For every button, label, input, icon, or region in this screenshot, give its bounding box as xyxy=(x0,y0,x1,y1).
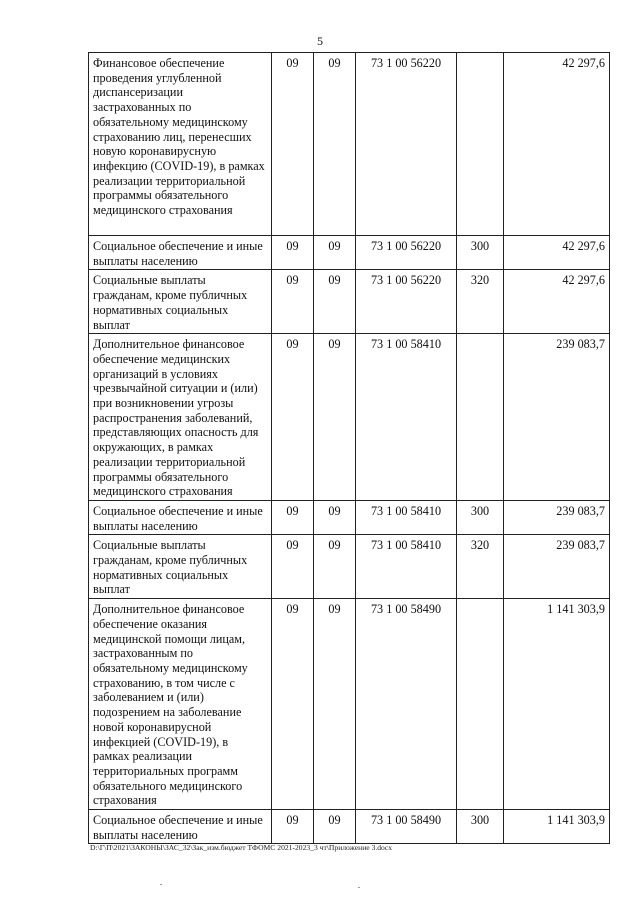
table-row xyxy=(89,535,610,599)
row-name: Дополнительное финансовое обеспечение оказания медицинской помощи лицам, застрахованным по обязательному медицинскому страхованию, в том числе с заболеванием и (или) подозрением на заболевание новой коронавирусной инфекцией (COVID-19), в рамках реализации территориальных программ обязательного медицинского страхования xyxy=(89,599,272,810)
row-expense-type: 320 xyxy=(457,270,504,334)
row-subsection: 09 xyxy=(314,500,356,534)
row-subsection: 09 xyxy=(314,810,356,844)
row-target-article: 73 1 00 58410 xyxy=(356,500,457,534)
row-section: 09 xyxy=(272,810,314,844)
row-expense-type: 300 xyxy=(457,810,504,844)
row-name: Финансовое обеспечение проведения углубленной диспансеризации застрахованных по обязательному медицинскому страхованию лиц, перенесших новую коронавирусную инфекцию (COVID-19), в рамках реализации территориальной программы обязательного медицинского страхования xyxy=(89,53,272,236)
table-row xyxy=(89,500,610,534)
row-subsection: 09 xyxy=(314,270,356,334)
table-row xyxy=(89,270,610,334)
page-number: 5 xyxy=(317,34,323,48)
row-amount: 42 297,6 xyxy=(504,53,610,236)
row-amount: 1 141 303,9 xyxy=(504,599,610,810)
table-row xyxy=(89,810,610,844)
scan-speck xyxy=(358,887,360,888)
row-amount: 239 083,7 xyxy=(504,334,610,501)
scan-speck xyxy=(160,884,162,885)
row-expense-type xyxy=(457,53,504,236)
row-section: 09 xyxy=(272,500,314,534)
row-target-article: 73 1 00 58490 xyxy=(356,599,457,810)
row-amount: 1 141 303,9 xyxy=(504,810,610,844)
row-target-article: 73 1 00 56220 xyxy=(356,53,457,236)
row-subsection: 09 xyxy=(314,334,356,501)
row-subsection: 09 xyxy=(314,599,356,810)
row-target-article: 73 1 00 58410 xyxy=(356,535,457,599)
table-row xyxy=(89,53,610,236)
row-target-article: 73 1 00 58490 xyxy=(356,810,457,844)
row-section: 09 xyxy=(272,334,314,501)
row-target-article: 73 1 00 56220 xyxy=(356,236,457,270)
row-expense-type xyxy=(457,334,504,501)
row-name: Социальные выплаты гражданам, кроме публичных нормативных социальных выплат xyxy=(89,535,272,599)
row-target-article: 73 1 00 56220 xyxy=(356,270,457,334)
row-section: 09 xyxy=(272,53,314,236)
row-amount: 239 083,7 xyxy=(504,500,610,534)
row-name: Дополнительное финансовое обеспечение медицинских организаций в условиях чрезвычайной ситуации и (или) при возникновении угрозы распространения заболеваний, представляющих опасность для окружающих, в рамках реализации территориальной программы обязательного медицинского страхования xyxy=(89,334,272,501)
row-subsection: 09 xyxy=(314,53,356,236)
table-row xyxy=(89,599,610,810)
table-row xyxy=(89,334,610,501)
row-subsection: 09 xyxy=(314,535,356,599)
row-name: Социальное обеспечение и иные выплаты населению xyxy=(89,810,272,844)
row-name: Социальное обеспечение и иные выплаты населению xyxy=(89,236,272,270)
row-amount: 42 297,6 xyxy=(504,270,610,334)
row-expense-type: 300 xyxy=(457,500,504,534)
row-section: 09 xyxy=(272,270,314,334)
row-target-article: 73 1 00 58410 xyxy=(356,334,457,501)
table-row xyxy=(89,236,610,270)
row-name: Социальное обеспечение и иные выплаты населению xyxy=(89,500,272,534)
row-expense-type: 300 xyxy=(457,236,504,270)
row-section: 09 xyxy=(272,236,314,270)
row-amount: 42 297,6 xyxy=(504,236,610,270)
row-name: Социальные выплаты гражданам, кроме публичных нормативных социальных выплат xyxy=(89,270,272,334)
row-section: 09 xyxy=(272,599,314,810)
row-expense-type: 320 xyxy=(457,535,504,599)
row-amount: 239 083,7 xyxy=(504,535,610,599)
footer-file-path: D:\Г\П\2021\ЗАКОНЫ\ЗАС_32\Зак_изм.бюджет ТФОМС 2021-2023_3 чт\Приложение 3.docx xyxy=(90,843,393,852)
budget-table xyxy=(88,52,610,844)
row-section: 09 xyxy=(272,535,314,599)
row-expense-type xyxy=(457,599,504,810)
row-subsection: 09 xyxy=(314,236,356,270)
